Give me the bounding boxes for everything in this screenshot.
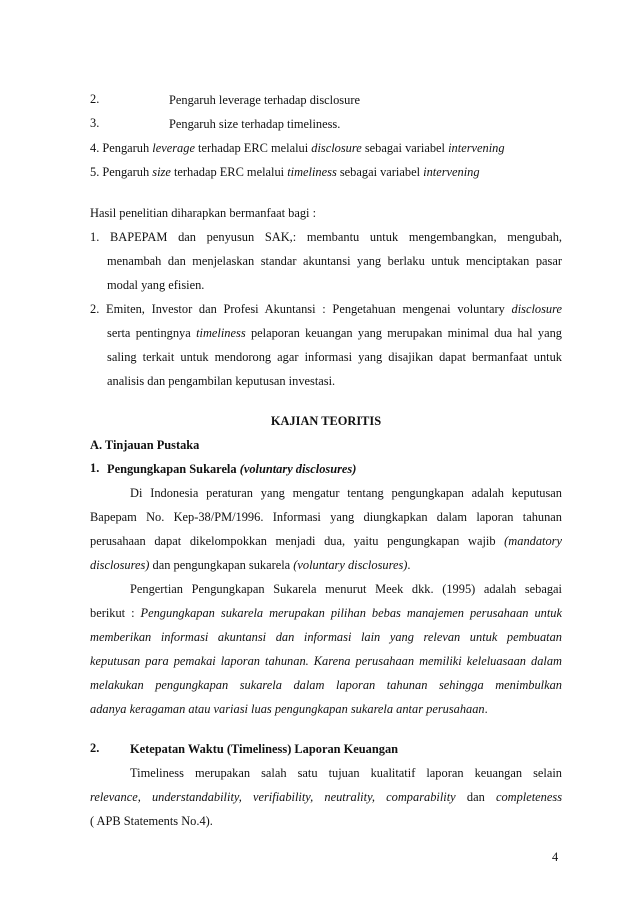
benefit-2-line: 2. Emiten, Investor dan Profesi Akuntansi : Pengetahuan mengenai voluntary disclosure — [90, 302, 562, 316]
paragraph-line: ( APB Statements No.4). — [90, 814, 213, 828]
section-number: 2. — [90, 741, 100, 755]
section-2-title: Ketepatan Waktu (Timeliness) Laporan Keuangan — [130, 742, 399, 756]
benefits-intro: Hasil penelitian diharapkan bermanfaat bagi : — [90, 206, 317, 220]
benefit-1-line: menambah dan menjelaskan standar akuntansi yang berlaku untuk menciptakan pasar — [107, 254, 562, 268]
paragraph-line: disclosures) dan pengungkapan sukarela (voluntary disclosures). — [90, 558, 411, 572]
section-number: 1. — [90, 461, 100, 475]
paragraph-line: relevance, understandability, verifiability, neutrality, comparability dan completeness — [90, 790, 563, 804]
section-1-title: Pengungkapan Sukarela (voluntary disclosures) — [107, 462, 357, 476]
benefit-1-line: modal yang efisien. — [107, 278, 205, 292]
paragraph-line: Di Indonesia peraturan yang mengatur tentang pengungkapan adalah keputusan — [130, 486, 562, 500]
benefit-2-line: serta pentingnya timeliness pelaporan keuangan yang merupakan minimal dua hal yang — [107, 326, 562, 340]
page-number: 4 — [552, 850, 559, 864]
paragraph-line: perusahaan dapat dikelompokkan menjadi dua, yaitu pengungkapan wajib (mandatory — [90, 534, 562, 548]
paragraph-line: adanya keragaman atau variasi luas pengungkapan sukarela antar perusahaan. — [90, 702, 488, 716]
benefit-1-line: 1. BAPEPAM dan penyusun SAK,: membantu untuk mengembangkan, mengubah, — [90, 230, 562, 244]
list-number: 2. — [90, 92, 100, 106]
paragraph-line: berikut : Pengungkapan sukarela merupakan pilihan bebas manajemen perusahaan untuk — [90, 606, 562, 620]
list-item-text: Pengaruh leverage terhadap disclosure — [169, 93, 360, 107]
list-number: 3. — [90, 116, 100, 130]
list-item-4: 4. Pengaruh leverage terhadap ERC melalui disclosure sebagai variabel intervening — [90, 141, 505, 155]
paragraph-line: Timeliness merupakan salah satu tujuan kualitatif laporan keuangan selain — [130, 766, 562, 780]
paragraph-line: Pengertian Pengungkapan Sukarela menurut Meek dkk. (1995) adalah sebagai — [130, 582, 562, 596]
subsection-heading: A. Tinjauan Pustaka — [90, 438, 200, 452]
paragraph-line: melakukan pengungkapan sukarela dalam laporan tahunan sehingga menimbulkan — [90, 678, 562, 692]
benefit-2-line: saling terkait untuk mendorong agar informasi yang disajikan dapat bermanfaat untuk — [107, 350, 562, 364]
paragraph-line: keputusan para pemakai laporan tahunan. Karena perusahaan memiliki keleluasaan dalam — [90, 654, 562, 668]
list-item-text: Pengaruh size terhadap timeliness. — [169, 117, 341, 131]
benefit-2-line: analisis dan pengambilan keputusan investasi. — [107, 374, 336, 388]
section-heading: KAJIAN TEORITIS — [270, 414, 382, 428]
paragraph-line: Bapepam No. Kep-38/PM/1996. Informasi yang diungkapkan dalam laporan tahunan — [90, 510, 562, 524]
list-item-5: 5. Pengaruh size terhadap ERC melalui timeliness sebagai variabel intervening — [90, 165, 480, 179]
paragraph-line: memberikan informasi akuntansi dan informasi lain yang relevan untuk pembuatan — [90, 630, 562, 644]
